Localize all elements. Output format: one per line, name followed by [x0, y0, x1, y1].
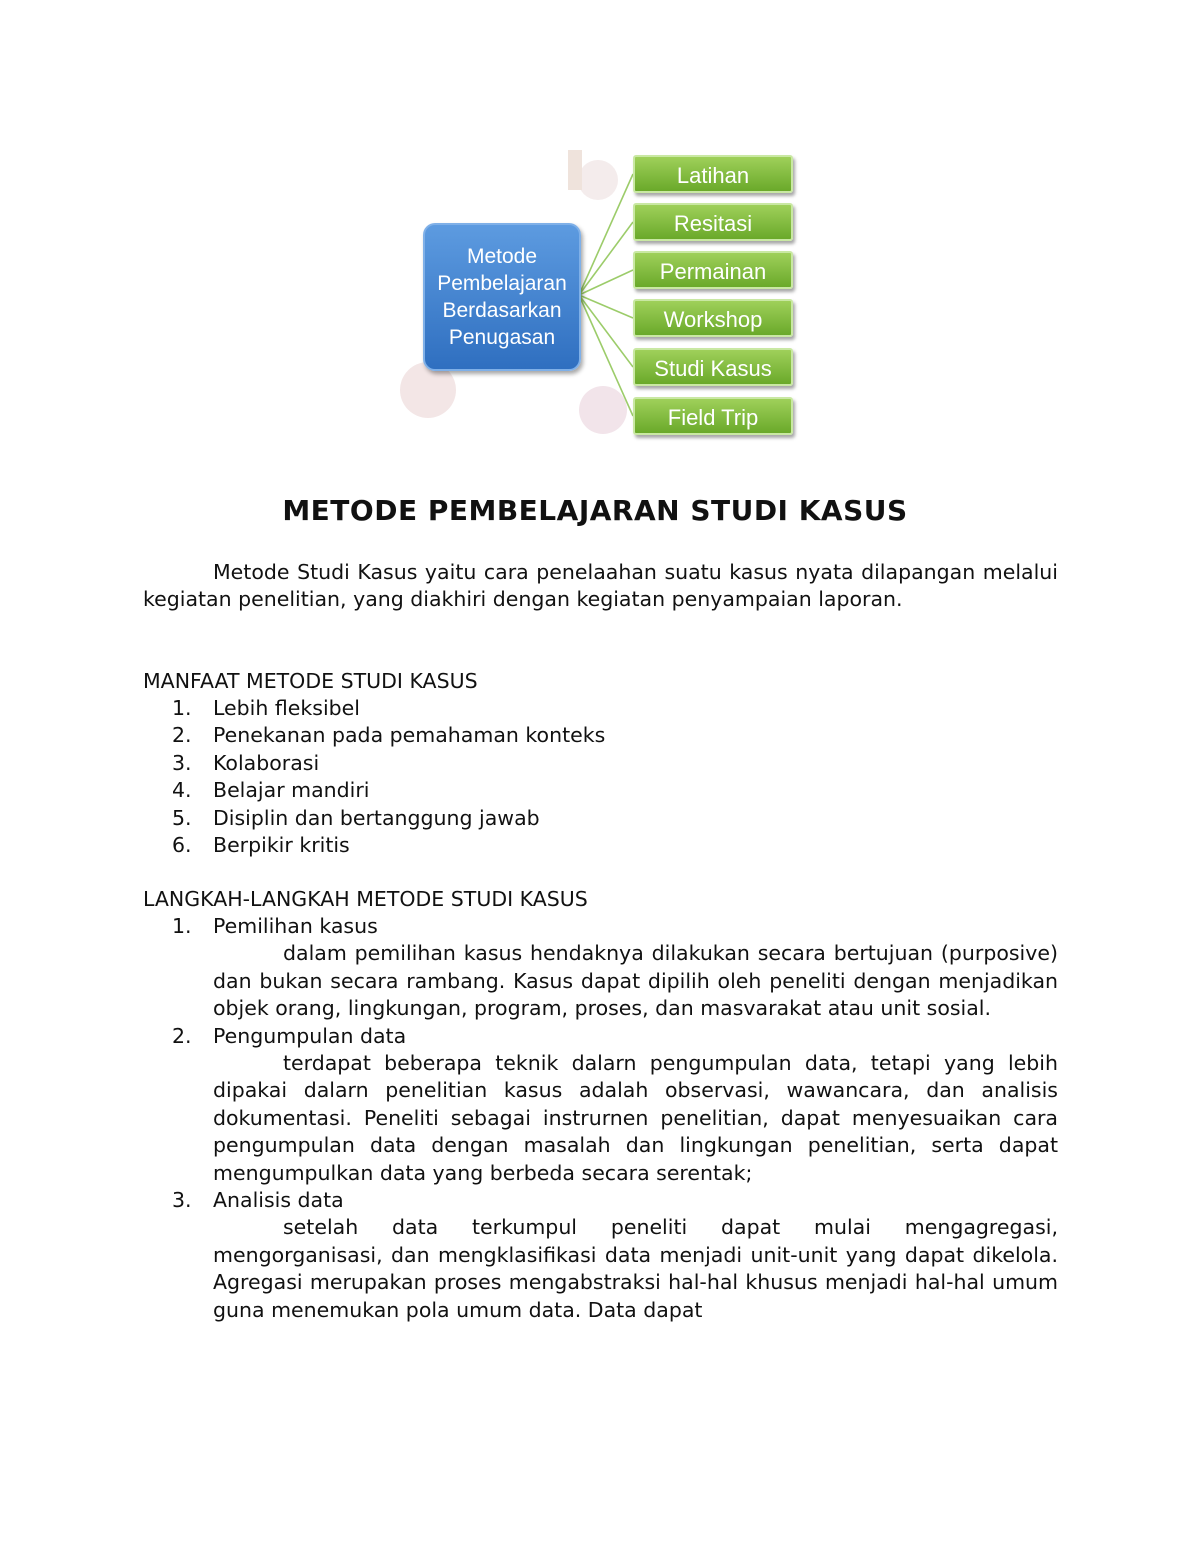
diagram-branch-node: Permainan — [633, 251, 793, 289]
list-item-number: 4. — [172, 778, 192, 803]
list-item — [143, 695, 1058, 722]
list-item-text: Penekanan pada pemahaman konteks — [213, 723, 606, 748]
steps-heading: LANGKAH-LANGKAH METODE STUDI KASUS — [143, 887, 588, 911]
steps-list — [143, 913, 1058, 1324]
connector-line — [579, 270, 633, 295]
list-item-text: Disiplin dan bertanggung jawab — [213, 805, 540, 830]
diagram-branch-node: Field Trip — [633, 397, 793, 435]
list-item-text: Kolaborasi — [213, 750, 320, 775]
step-description: dalam pemilihan kasus hendaknya dilakukan secara bertujuan (purposive) dan bukan secara rambang. Kasus dapat dipilih oleh peneliti dengan menjadikan objek orang, lingkungan, program, proses, dan masvarakat atau unit sosial. — [213, 941, 1058, 1021]
step-description: terdapat beberapa teknik dalarn pengumpulan data, tetapi yang lebih dipakai dalarn penelitian kasus adalah observasi, wawancara, dan analisis dokumentasi. Peneliti sebagai instrurnen penelitian, dapat menyesuaikan cara pengumpulan data dengan masalah dan lingkungan penelitian, serta dapat mengumpulkan data yang berbeda secara serentak; — [213, 1051, 1058, 1185]
list-item-text: Berpikir kritis — [213, 833, 350, 858]
list-item — [143, 777, 1058, 804]
diagram-branch-node: Resitasi — [633, 203, 793, 241]
step-item — [143, 1187, 1058, 1324]
diagram-center-label: Metode Pembelajaran Berdasarkan Penugasan — [437, 245, 567, 349]
list-item — [143, 750, 1058, 777]
list-item-number: 1. — [172, 696, 192, 720]
step-description: setelah data terkumpul peneliti dapat mulai mengagregasi, mengorganisasi, dan mengklasifikasi data menjadi unit-unit yang dapat dikelola. Agregasi merupakan proses mengabstraksi hal-hal khusus menjadi hal-hal umum guna menemukan pola umum data. Data dapat — [213, 1215, 1058, 1322]
step-title: Analisis data — [213, 1188, 344, 1213]
step-title: Pemilihan kasus — [213, 914, 378, 938]
step-title: Pengumpulan data — [213, 1023, 407, 1048]
decor-doodle — [578, 160, 618, 200]
step-item — [143, 913, 1058, 1023]
list-item-number: 2. — [172, 723, 192, 748]
list-item — [143, 805, 1058, 832]
diagram-branch-node: Workshop — [633, 299, 793, 337]
step-number: 1. — [172, 914, 192, 938]
diagram-branch-node: Latihan — [633, 155, 793, 193]
step-item — [143, 1023, 1058, 1187]
list-item-number: 6. — [172, 833, 192, 858]
decor-doodle — [568, 150, 582, 190]
method-diagram — [388, 140, 812, 452]
page-title: METODE PEMBELAJARAN STUDI KASUS — [282, 494, 908, 527]
list-item-text: Lebih fleksibel — [213, 696, 360, 720]
decor-doodle — [579, 386, 627, 434]
connector-lines — [579, 174, 633, 416]
diagram-branch-node: Studi Kasus — [633, 348, 793, 386]
benefits-heading: MANFAAT METODE STUDI KASUS — [143, 669, 478, 693]
step-number: 3. — [172, 1188, 192, 1213]
diagram-center-node — [423, 223, 581, 371]
step-number: 2. — [172, 1023, 192, 1048]
intro-paragraph: Metode Studi Kasus yaitu cara penelaahan suatu kasus nyata dilapangan melalui kegiatan penelitian, yang diakhiri dengan kegiatan penyampaian laporan. — [143, 560, 1058, 612]
list-item-text: Belajar mandiri — [213, 778, 370, 803]
list-item-number: 3. — [172, 750, 192, 775]
list-item-number: 5. — [172, 805, 192, 830]
list-item — [143, 722, 1058, 749]
benefits-list — [143, 695, 1058, 859]
list-item — [143, 832, 1058, 859]
